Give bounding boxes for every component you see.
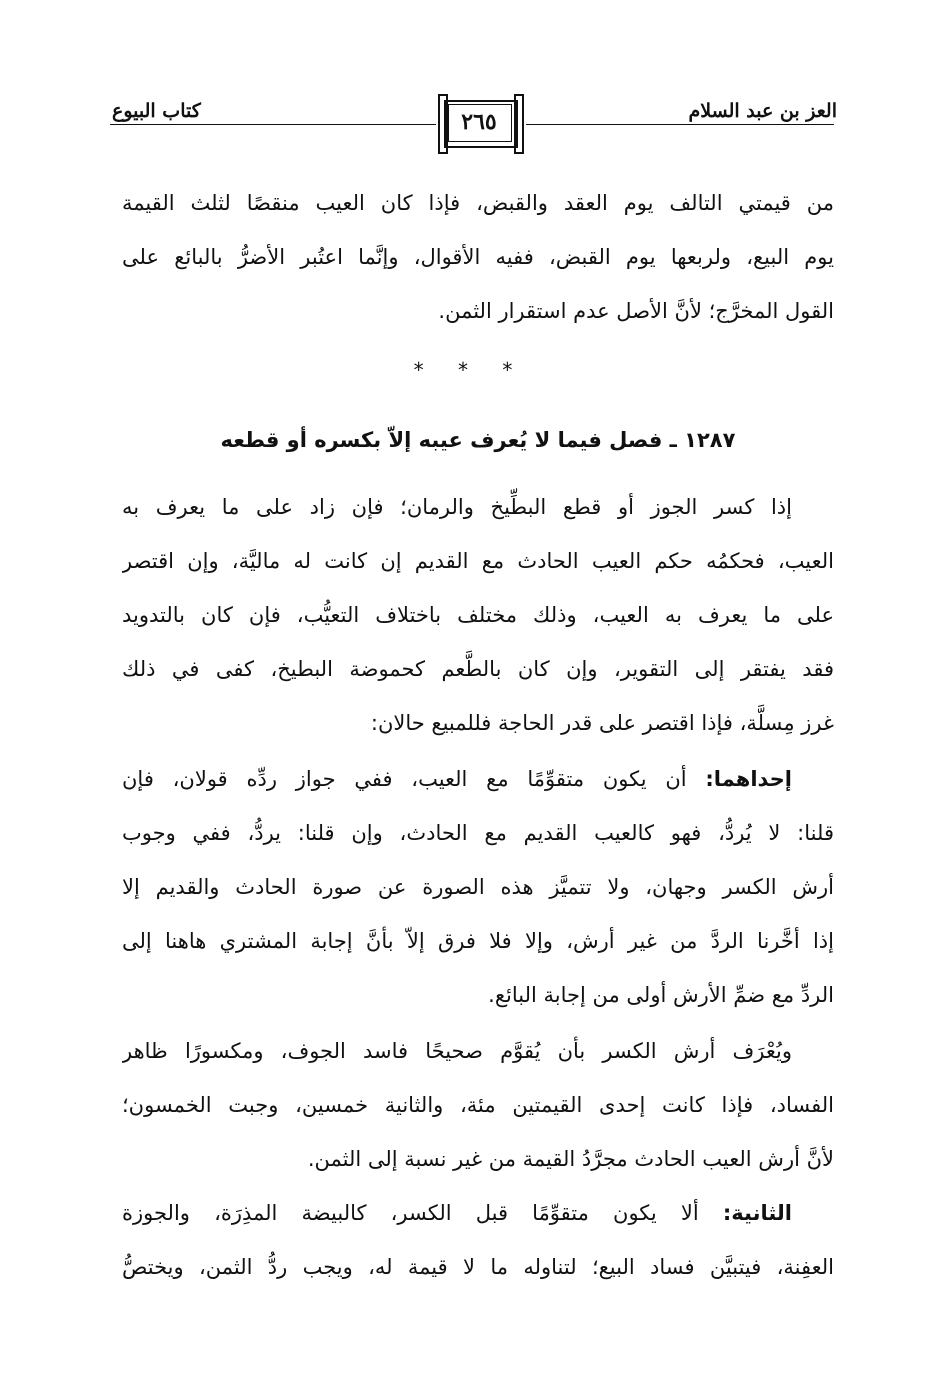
text-line: الفساد، فإذا كانت إحدى القيمتين مئة، والثانية خمسين، وجبت الخمسون؛ — [122, 1093, 834, 1117]
text-line — [122, 1186, 834, 1240]
text-line: من قيمتي التالف يوم العقد والقبض، فإذا كان العيب منقصًا لثلث القيمة — [122, 191, 834, 215]
text-line: القول المخرَّج؛ لأنَّ الأصل عدم استقرار الثمن. — [438, 299, 834, 323]
text-line: إذا كسر الجوز أو قطع البطِّيخ والرمان؛ فإن زاد على ما يعرف به — [122, 495, 792, 519]
page-number-frame — [438, 92, 524, 152]
paragraph-lead: إحداهما: — [705, 767, 792, 791]
header-chapter-title: كتاب البيوع — [112, 100, 201, 122]
text-line — [122, 752, 834, 806]
text-line: العفِنة، فيتبيَّن فساد البيع؛ لتناوله ما لا قيمة له، ويجب ردُّ الثمن، ويختصُّ — [122, 1255, 834, 1279]
text-line: أرش الكسر وجهان، ولا تتميَّز هذه الصورة عن صورة الحادث والقديم إلا — [122, 875, 834, 899]
text-line-rest: أن يكون متقوِّمًا مع العيب، ففي جواز ردِّه قولان، فإن — [122, 767, 706, 791]
text-line-rest: ألا يكون متقوِّمًا قبل الكسر، كالبيضة المذِرَة، والجوزة — [122, 1201, 723, 1225]
text-line: غرز مِسلَّة، فإذا اقتصر على قدر الحاجة فللمبيع حالان: — [370, 711, 834, 735]
text-line: إذا أخَّرنا الردَّ من غير أرش، وإلا فلا فرق إلاّ بأنَّ إجابة المشتري هاهنا إلى — [122, 929, 834, 953]
header-rule-right — [526, 124, 834, 125]
paragraph-2 — [122, 752, 834, 1022]
text-line: على ما يعرف به العيب، وذلك مختلف باختلاف التعيُّب، فإن كان بالتدويد — [122, 603, 834, 627]
header-author-title: العز بن عبد السلام — [688, 100, 837, 122]
text-line: العيب، فحكمُه حكم العيب الحادث مع القديم إن كانت له ماليَّة، وإن اقتصر — [122, 549, 834, 573]
text-line: قلنا: لا يُردُّ، فهو كالعيب القديم مع الحادث، وإن قلنا: يردُّ، ففي وجوب — [122, 821, 834, 845]
text-line: يوم البيع، ولربعها يوم القبض، ففيه الأقوال، وإنَّما اعتُبر الأضرُّ بالبائع على — [122, 245, 834, 269]
section-separator: * * * — [413, 358, 527, 382]
paragraph-1 — [122, 480, 834, 750]
paragraph-lead: الثانية: — [722, 1201, 792, 1225]
paragraph-4 — [122, 1186, 834, 1294]
section-heading: ١٢٨٧ ـ فصل فيما لا يُعرف عيبه إلاّ بكسره أو قطعه — [220, 428, 736, 452]
text-line: الردِّ مع ضمِّ الأرش أولى من إجابة البائع. — [488, 983, 834, 1007]
text-line: ويُعْرَف أرش الكسر بأن يُقوَّم صحيحًا فاسد الجوف، ومكسورًا ظاهر — [122, 1039, 792, 1063]
paragraph-3 — [122, 1024, 834, 1186]
continuation-paragraph — [122, 176, 834, 338]
text-line: فقد يفتقر إلى التقوير، وإن كان بالطَّعم كحموضة البطيخ، كفى في ذلك — [122, 657, 834, 681]
header-rule-left — [110, 124, 436, 125]
text-line: لأنَّ أرش العيب الحادث مجرَّدُ القيمة من غير نسبة إلى الثمن. — [307, 1147, 834, 1171]
page-number: ٢٦٥ — [461, 109, 497, 135]
